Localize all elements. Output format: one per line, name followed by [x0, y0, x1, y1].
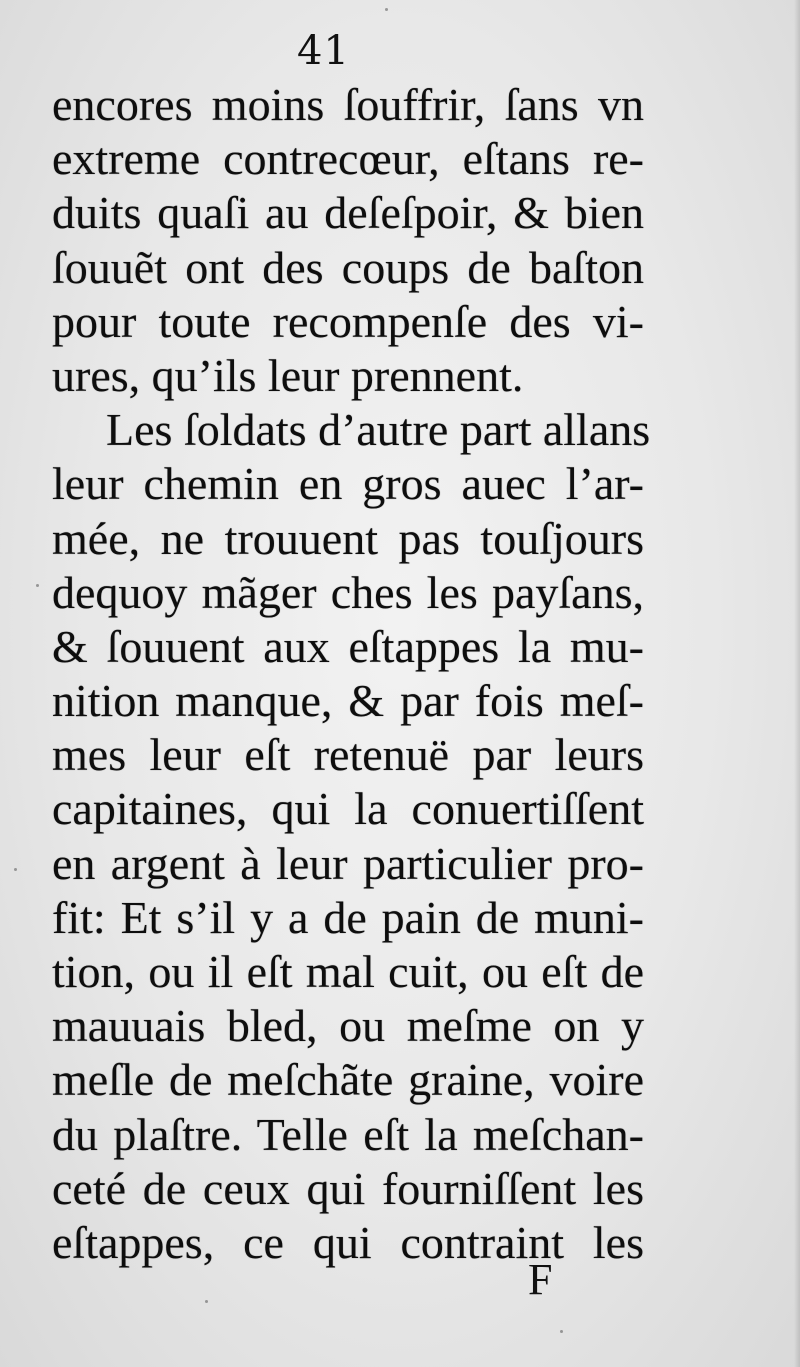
text-line: nition manque, & par fois meſ-: [52, 675, 644, 727]
text-line: dequoy mãger ches les payſans,: [52, 566, 644, 618]
text-line: leur chemin en gros auec l’ar-: [52, 458, 644, 510]
page-edge-shadow: [794, 0, 800, 1367]
text-line: extreme contrecœur, eſtans re-: [52, 133, 644, 185]
text-line: duits quaſi au deſeſpoir, & bien: [52, 187, 644, 239]
paragraph-start-line: Les ſoldats d’autre part allans: [106, 404, 651, 456]
text-line: ures, qu’ils leur prennent.: [52, 349, 524, 401]
text-line: eſtappes, ce qui contraint les: [52, 1216, 644, 1268]
page-number: 41: [297, 28, 350, 74]
body-text: [52, 78, 651, 1270]
text-line: encores moins ſouffrir, ſans vn: [52, 79, 644, 130]
text-line: mauuais bled, ou meſme on y: [52, 1000, 644, 1052]
text-line: en argent à leur particulier pro-: [52, 837, 644, 889]
text-line: capitaines, qui la conuertiſſent: [52, 783, 644, 835]
text-line: tion, ou il eſt mal cuit, ou eſt de: [52, 946, 644, 997]
paper-speck: [560, 1330, 563, 1333]
text-line: mes leur eſt retenuë par leurs: [52, 729, 644, 781]
text-line: & ſouuent aux eſtappes la mu-: [52, 620, 644, 672]
text-line: mée, ne trouuent pas touſjours: [52, 512, 644, 564]
text-line: pour toute recompenſe des vi-: [52, 295, 644, 347]
paper-speck: [14, 868, 17, 871]
paper-speck: [205, 1300, 208, 1303]
text-line: meſle de meſchãte graine, voire: [52, 1054, 644, 1106]
text-line: ſouuẽt ont des coups de baſton: [52, 241, 644, 293]
text-line: ceté de ceux qui fourniſſent les: [52, 1162, 644, 1214]
paper-speck: [385, 8, 388, 11]
text-line: du plaſtre. Telle eſt la meſchan-: [52, 1108, 644, 1160]
text-line: fit: Et s’il y a de pain de muni-: [52, 891, 644, 943]
paper-speck: [36, 584, 39, 587]
signature-mark: F: [528, 1255, 553, 1304]
